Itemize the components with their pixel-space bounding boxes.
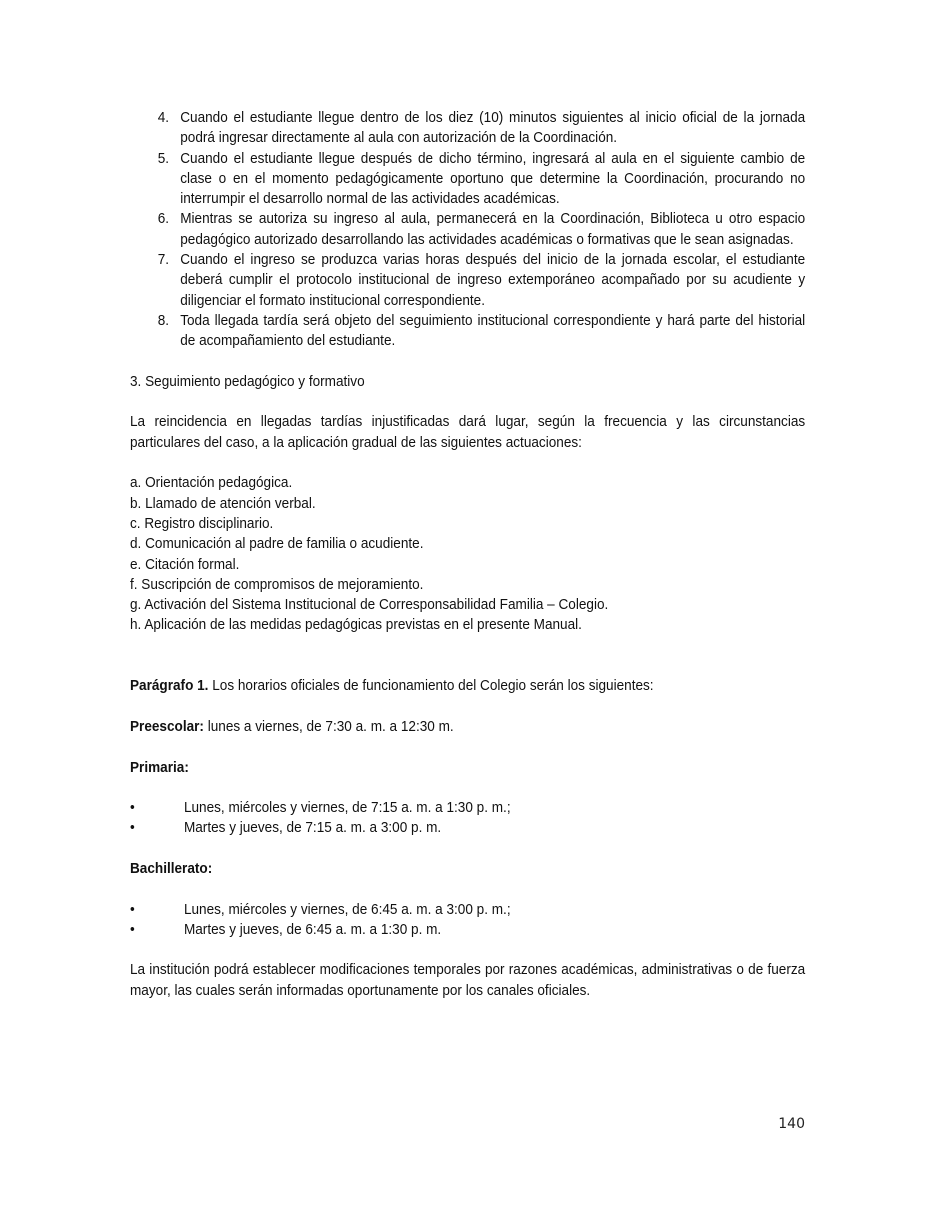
list-item: • Martes y jueves, de 7:15 a. m. a 3:00 p. m. — [130, 818, 805, 838]
list-item: e. Citación formal. — [130, 556, 240, 573]
list-item: g. Activación del Sistema Institucional de Corresponsabilidad Familia – Colegio. — [130, 597, 609, 614]
primaria-heading: Primaria: — [130, 759, 189, 776]
list-item: 8. Toda llegada tardía será objeto del seguimiento institucional correspondiente y hará parte del historial de acompañamiento del estudiante. — [157, 312, 806, 350]
preescolar-label: Preescolar: — [130, 718, 204, 735]
bullet-icon: • — [130, 921, 135, 938]
list-item: f. Suscripción de compromisos de mejoramiento. — [130, 576, 424, 593]
list-item: • Martes y jueves, de 6:45 a. m. a 1:30 p. m. — [130, 920, 805, 940]
list-item: 7. Cuando el ingreso se produzca varias horas después del inicio de la jornada escolar, el estudiante deberá cumplir el protocolo institucional de ingreso extemporáneo acompañado por su acudiente y diligenciar el formato institucional correspondiente. — [157, 252, 806, 309]
list-item: • Lunes, miércoles y viernes, de 7:15 a. m. a 1:30 p. m.; — [130, 798, 805, 818]
bullet-icon: • — [130, 820, 135, 837]
paragrafo-1 — [130, 676, 805, 696]
bachillerato-heading: Bachillerato: — [130, 860, 213, 877]
section-heading: 3. Seguimiento pedagógico y formativo — [130, 373, 365, 390]
list-item: • Lunes, miércoles y viernes, de 6:45 a. m. a 3:00 p. m.; — [130, 900, 805, 920]
paragrafo-label: Parágrafo 1. — [130, 678, 209, 695]
bullet-icon: • — [130, 901, 135, 918]
preescolar-text: lunes a viernes, de 7:30 a. m. a 12:30 m. — [203, 718, 454, 735]
lettered-list — [130, 473, 805, 635]
paragrafo-text: Los horarios oficiales de funcionamiento del Colegio serán los siguientes: — [208, 678, 654, 695]
preescolar-schedule — [130, 717, 805, 737]
list-item: a. Orientación pedagógica. — [130, 475, 293, 492]
list-item: 6. Mientras se autoriza su ingreso al aula, permanecerá en la Coordinación, Biblioteca u otro espacio pedagógico autorizado desarrollando las actividades académicas o formativas que le sean asignadas. — [157, 211, 806, 248]
list-item: b. Llamado de atención verbal. — [130, 495, 316, 512]
list-item: 5. Cuando el estudiante llegue después de dicho término, ingresará al aula en el siguiente cambio de clase o en el momento pedagógicamente oportuno que determine la Coordinación, procurando no interrumpir el desarrollo normal de las actividades académicas. — [157, 150, 806, 208]
list-item: c. Registro disciplinario. — [130, 515, 274, 532]
numbered-list — [130, 108, 805, 352]
reincidence-paragraph: La reincidencia en llegadas tardías injustificadas dará lugar, según la frecuencia y las circunstancias particulares del caso, a la aplicación gradual de las siguientes actuaciones: — [130, 414, 806, 451]
primaria-list — [130, 798, 805, 839]
list-item: h. Aplicación de las medidas pedagógicas previstas en el presente Manual. — [130, 617, 582, 634]
bachillerato-list — [130, 900, 805, 941]
page-content — [130, 108, 805, 1001]
page-number: 140 — [778, 1116, 805, 1132]
closing-paragraph: La institución podrá establecer modificaciones temporales por razones académicas, administrativas o de fuerza mayor, las cuales serán informadas oportunamente por los canales oficiales. — [130, 962, 806, 999]
list-item: 4. Cuando el estudiante llegue dentro de los diez (10) minutos siguientes al inicio oficial de la jornada podrá ingresar directamente al aula con autorización de la Coordinación. — [157, 110, 806, 147]
list-item: d. Comunicación al padre de familia o acudiente. — [130, 536, 424, 553]
bullet-icon: • — [130, 800, 135, 817]
